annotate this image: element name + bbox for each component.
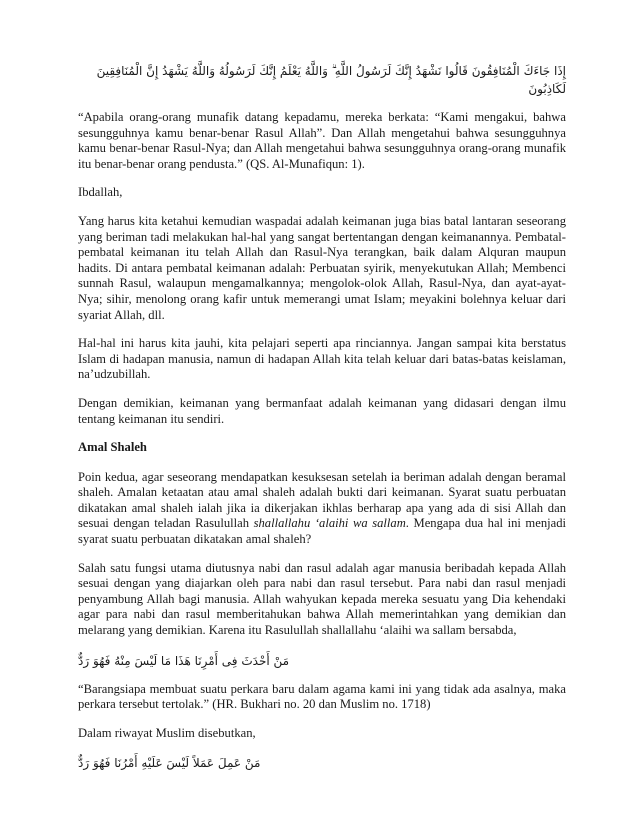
paragraph-fungsi-rasul: Salah satu fungsi utama diutusnya nabi dan rasul adalah agar manusia beribadah kepada Allah sesuai dengan yang diajarkan oleh para nabi dan rasul tersebut. Para nabi dan rasul menjadi penyambung Allah bagi manusia. Allah wahyukan kepada mereka sesuatu yang Dia kehendaki agar para nabi dan rasul memberitahukan bahwa Allah memerintahkan yang demikian dan melarang yang demikian. Karena itu Rasulullah shallallahu ‘alaihi wa sallam bersabda, bbox=[78, 560, 566, 638]
hadith-1-arabic: مَنْ أَحْدَثَ فِى أَمْرِنَا هَذَا مَا لَيْسَ مِنْهُ فَهُوَ رَدٌّ bbox=[78, 653, 290, 668]
paragraph-dengan-demikian: Dengan demikian, keimanan yang bermanfaat adalah keimanan yang didasari dengan ilmu tentang keimanan itu sendiri. bbox=[78, 395, 566, 426]
paragraph-poin-kedua bbox=[78, 470, 566, 548]
hadith-2-arabic: مَنْ عَمِلَ عَمَلاً لَيْسَ عَلَيْهِ أَمْرُنَا فَهُوَ رَدٌّ bbox=[78, 756, 261, 771]
paragraph-pembatal-keimanan: Yang harus kita ketahui kemudian waspadai adalah keimanan juga bias batal lantaran seseorang yang beriman tadi melakukan hal-hal yang sangat bertentangan dengan keimanannya. Pembatal-pembatal keimanan itu telah Allah dan Rasul-Nya terangkan, baik dalam Alquran maupun hadits. Di antara pembatal keimanan adalah: Perbuatan syirik, menyekutukan Allah; Membenci sunnah Rasul, walaupun mengamalkannya; mengolok-olok Allah, Rasul-Nya, dan ayat-ayat-Nya; sihir, menolong orang kafir untuk memerangi umat Islam; meyakini bolehnya keluar dari syariat Allah, dll. bbox=[78, 213, 566, 322]
paragraph-poin-kedua-part2: . Mengapa dua hal ini menjadi syarat suatu perbuatan dikatakan amal shaleh? bbox=[78, 516, 566, 547]
salawat-italic: shallallahu ‘alaihi wa sallam bbox=[253, 516, 406, 531]
paragraph-hal-hal-dijauhi: Hal-hal ini harus kita jauhi, kita pelajari seperti apa rinciannya. Jangan sampai kita berstatus Islam di hadapan manusia, namun di hadapan Allah kita telah keluar dari batas-batas keislaman, na’udzubillah. bbox=[78, 336, 566, 382]
quran-verse-translation: “Apabila orang-orang munafik datang kepadamu, mereka berkata: “Kami mengakui, bahwa sesungguhnya kamu benar-benar Rasul Allah”. Dan Allah mengetahui bahwa sesungguhnya kamu benar-benar Rasul-Nya; dan Allah mengetahui bahwa sesungguhnya orang-orang munafik itu benar-benar orang pendusta.” (QS. Al-Munafiqun: 1). bbox=[78, 110, 566, 171]
muslim-intro: Dalam riwayat Muslim disebutkan, bbox=[78, 725, 256, 740]
hadith-2-wrap bbox=[78, 754, 566, 772]
quran-verse-arabic: إِذَا جَاءَكَ الْمُنَافِقُونَ قَالُوا نَشْهَدُ إِنَّكَ لَرَسُولُ اللَّهِ ۗ وَاللَّهُ يَعْلَمُ إِنَّكَ لَرَسُولُهُ وَاللَّهُ يَشْهَدُ إِنَّ الْمُنَافِقِينَ لَكَاذِبُونَ bbox=[96, 64, 566, 96]
hadith-1-wrap bbox=[78, 652, 566, 670]
greeting: Ibdallah, bbox=[78, 185, 123, 200]
hadith-1-translation: “Barangsiapa membuat suatu perkara baru dalam agama kami ini yang tidak ada asalnya, maka perkara tersebut tertolak.” (HR. Bukhari no. 20 dan Muslim no. 1718) bbox=[78, 681, 566, 712]
paragraph-poin-kedua-part1: Poin kedua, agar seseorang mendapatkan kesuksesan setelah ia beriman adalah dengan beramal shaleh. Amalan ketaatan atau amal shaleh adalah bukti dari keimanan. Syarat suatu perbuatan dikatakan amal shaleh ialah jika ia dikerjakan ikhlas berharap apa yang ada di sisi Allah dan sesuai dengan teladan Rasulullah bbox=[78, 469, 566, 531]
section-heading-amal-shaleh: Amal Shaleh bbox=[78, 440, 147, 455]
